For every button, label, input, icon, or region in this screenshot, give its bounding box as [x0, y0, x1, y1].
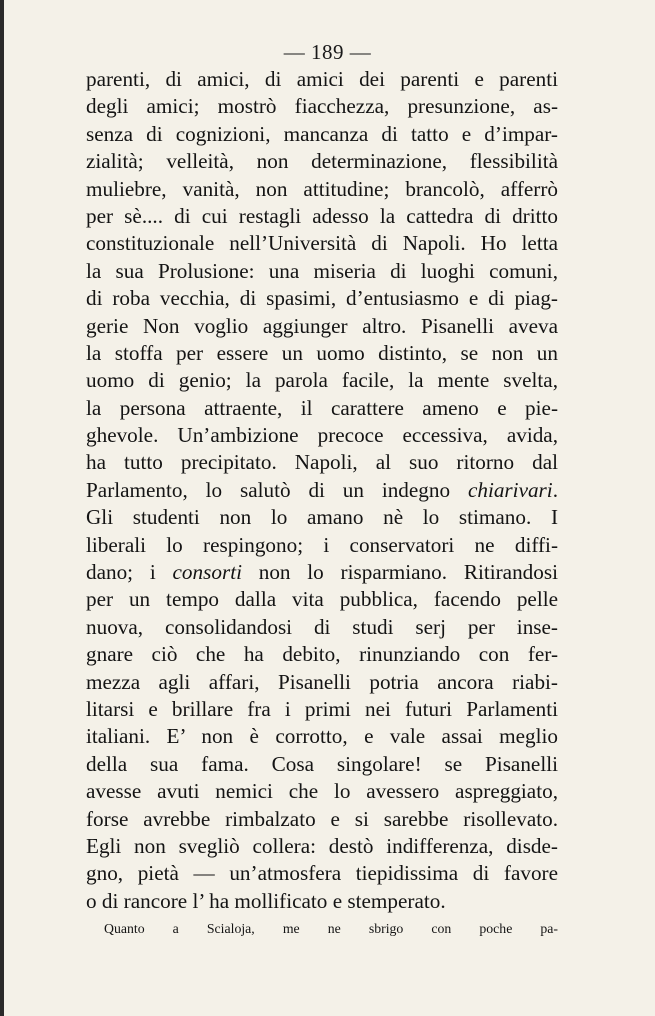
text-segment: la stoffa per essere un uomo distinto, se non un — [86, 340, 558, 365]
text-line — [86, 285, 558, 312]
text-line — [86, 203, 558, 230]
text-line — [86, 176, 558, 203]
text-segment: la sua Prolusione: una miseria di luoghi comuni, — [86, 258, 558, 283]
text-segment: gnare ciò che ha debito, rinunziando con fer- — [86, 642, 558, 667]
text-segment: dano; i — [86, 560, 173, 585]
text-segment: senza di cognizioni, mancanza di tatto e d’impar- — [86, 121, 558, 146]
text-segment: forse avrebbe rimbalzato e si sarebbe risollevato. — [86, 806, 558, 831]
text-line — [86, 696, 558, 723]
text-line — [86, 778, 558, 805]
text-segment: muliebre, vanità, non attitudine; brancolò, afferrò — [86, 176, 558, 201]
text-line — [86, 833, 558, 860]
italic-term: chiarivari — [467, 477, 553, 502]
text-line — [86, 340, 558, 367]
text-line — [86, 559, 558, 586]
text-line — [86, 504, 558, 531]
text-segment: Parlamento, lo salutò di un indegno — [86, 477, 468, 502]
text-segment: . — [552, 477, 558, 502]
text-line — [86, 449, 558, 476]
text-line — [86, 477, 558, 504]
text-segment: liberali lo respingono; i conservatori ne diffi- — [86, 532, 558, 557]
text-segment: Quanto a Scialoja, me ne sbrigo con poche pa- — [104, 921, 558, 937]
text-segment: nuova, consolidandosi di studi serj per inse- — [86, 614, 558, 639]
text-line — [86, 751, 558, 778]
text-line — [86, 860, 558, 887]
page-number: — 189 — — [283, 40, 372, 64]
text-segment: mezza agli affari, Pisanelli potria ancora riabi- — [86, 669, 558, 694]
text-line — [86, 915, 558, 942]
text-segment: constituzionale nell’Università di Napoli. Ho letta — [86, 231, 558, 256]
text-line — [86, 614, 558, 641]
body-text — [86, 66, 558, 943]
text-segment: non lo risparmiano. Ritirandosi — [241, 560, 558, 585]
text-segment: avesse avuti nemici che lo avessero aspreggiato, — [86, 779, 558, 804]
text-segment: o di rancore l’ ha mollificato e stemperato. — [86, 888, 446, 913]
text-line — [86, 669, 558, 696]
text-line — [86, 586, 558, 613]
text-segment: italiani. E’ non è corrotto, e vale assai meglio — [86, 724, 558, 749]
text-line — [86, 532, 558, 559]
text-segment: per sè.... di cui restagli adesso la cattedra di dritto — [86, 203, 558, 228]
text-line — [86, 313, 558, 340]
text-line — [86, 148, 558, 175]
text-line — [86, 121, 558, 148]
text-line — [86, 367, 558, 394]
text-segment: la persona attraente, il carattere ameno e pie- — [86, 395, 558, 420]
text-segment: zialità; velleità, non determinazione, flessibilità — [86, 149, 558, 174]
text-line — [86, 723, 558, 750]
text-segment: parenti, di amici, di amici dei parenti e parenti — [86, 67, 558, 91]
text-line — [86, 888, 558, 915]
text-line — [86, 641, 558, 668]
text-segment: per un tempo dalla vita pubblica, facendo pelle — [86, 587, 558, 612]
text-segment: degli amici; mostrò fiacchezza, presunzione, as- — [86, 94, 558, 119]
text-line — [86, 806, 558, 833]
text-line — [86, 258, 558, 285]
text-segment: litarsi e brillare fra i primi nei futuri Parlamenti — [86, 696, 558, 721]
text-line — [86, 422, 558, 449]
text-segment: della sua fama. Cosa singolare! se Pisanelli — [86, 751, 558, 776]
text-segment: ha tutto precipitato. Napoli, al suo ritorno dal — [86, 450, 558, 475]
text-line — [86, 66, 558, 93]
page-edge — [0, 0, 4, 1016]
text-line — [86, 395, 558, 422]
text-segment: Egli non svegliò collera: destò indifferenza, disde- — [86, 833, 558, 858]
text-segment: uomo di genio; la parola facile, la mente svelta, — [86, 368, 558, 393]
text-line — [86, 93, 558, 120]
text-line — [86, 230, 558, 257]
italic-term: consorti — [172, 560, 242, 585]
text-segment: Gli studenti non lo amano nè lo stimano. I — [86, 505, 558, 530]
text-segment: gerie Non voglio aggiunger altro. Pisanelli aveva — [86, 313, 558, 338]
text-segment: ghevole. Un’ambizione precoce eccessiva, avida, — [86, 423, 558, 448]
text-segment: di roba vecchia, di spasimi, d’entusiasmo e di piag- — [86, 286, 558, 311]
text-segment: gno, pietà — un’atmosfera tiepidissima di favore — [86, 861, 558, 886]
